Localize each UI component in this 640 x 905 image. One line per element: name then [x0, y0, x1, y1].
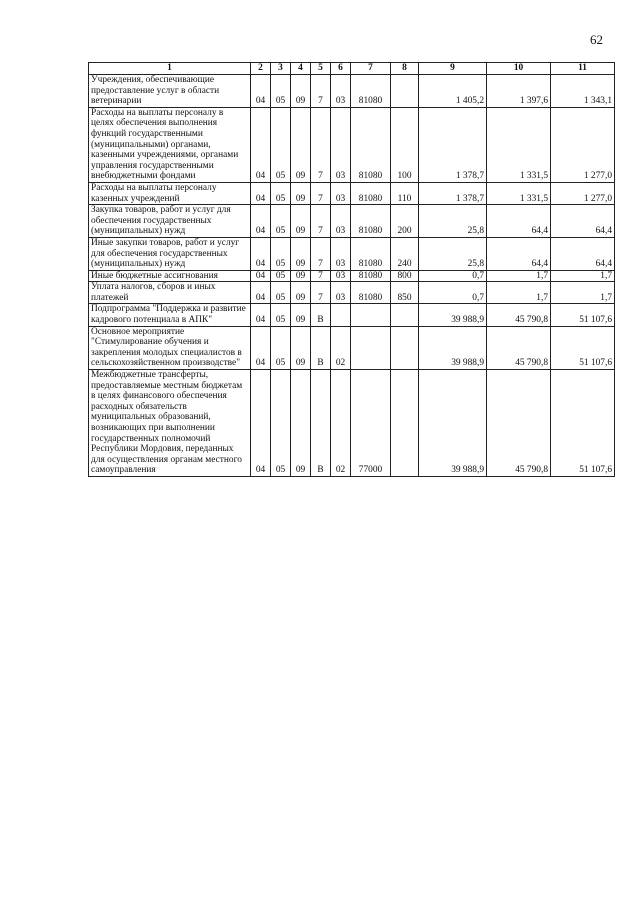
- code-cell: 03: [331, 270, 351, 282]
- amount-cell: 1 277,0: [551, 107, 615, 182]
- code-cell: 77000: [351, 370, 391, 477]
- column-header: 6: [331, 63, 351, 75]
- table-header-row: [89, 63, 615, 75]
- code-cell: [391, 370, 419, 477]
- amount-cell: 51 107,6: [551, 304, 615, 326]
- table-row: [89, 205, 615, 238]
- row-name: Расходы на выплаты персоналу в целях обеспечения выполнения функций государственными (муниципальными) органами, казенными учреждениями, органами управления государственными внебюджетными фондами: [89, 107, 251, 182]
- code-cell: 81080: [351, 282, 391, 304]
- row-name: Межбюджетные трансферты, предоставляемые местным бюджетам в целях финансового обеспечения расходных обязательств муниципальных образований, возникающих при выполнении государственных полномочий Республики Мордовия, переданных для осуществления органам местного самоуправления: [89, 370, 251, 477]
- amount-cell: 39 988,9: [419, 370, 487, 477]
- amount-cell: 51 107,6: [551, 370, 615, 477]
- code-cell: 03: [331, 107, 351, 182]
- code-cell: 05: [271, 326, 291, 369]
- column-header: 8: [391, 63, 419, 75]
- code-cell: 05: [271, 237, 291, 270]
- table-row: [89, 107, 615, 182]
- code-cell: 03: [331, 205, 351, 238]
- code-cell: 7: [311, 237, 331, 270]
- code-cell: 110: [391, 182, 419, 204]
- code-cell: 04: [251, 75, 271, 108]
- code-cell: 04: [251, 282, 271, 304]
- amount-cell: 25,8: [419, 205, 487, 238]
- code-cell: 09: [291, 205, 311, 238]
- code-cell: 09: [291, 270, 311, 282]
- code-cell: 04: [251, 304, 271, 326]
- code-cell: 04: [251, 237, 271, 270]
- code-cell: 09: [291, 107, 311, 182]
- column-header: 1: [89, 63, 251, 75]
- amount-cell: 64,4: [551, 205, 615, 238]
- row-name: Учреждения, обеспечивающие предоставление услуг в области ветеринарии: [89, 75, 251, 108]
- column-header: 9: [419, 63, 487, 75]
- amount-cell: 45 790,8: [487, 304, 551, 326]
- code-cell: 04: [251, 370, 271, 477]
- column-header: 11: [551, 63, 615, 75]
- amount-cell: 1 405,2: [419, 75, 487, 108]
- code-cell: 05: [271, 282, 291, 304]
- row-name: Расходы на выплаты персоналу казенных учреждений: [89, 182, 251, 204]
- amount-cell: 64,4: [551, 237, 615, 270]
- code-cell: [351, 304, 391, 326]
- code-cell: 7: [311, 107, 331, 182]
- code-cell: 09: [291, 282, 311, 304]
- code-cell: 05: [271, 182, 291, 204]
- code-cell: 7: [311, 270, 331, 282]
- amount-cell: 25,8: [419, 237, 487, 270]
- amount-cell: 1,7: [551, 282, 615, 304]
- code-cell: В: [311, 370, 331, 477]
- code-cell: 02: [331, 326, 351, 369]
- row-name: Основное мероприятие "Стимулирование обучения и закрепления молодых специалистов в сельскохозяйственном производстве": [89, 326, 251, 369]
- code-cell: 04: [251, 205, 271, 238]
- code-cell: 09: [291, 237, 311, 270]
- amount-cell: 64,4: [487, 237, 551, 270]
- code-cell: 7: [311, 182, 331, 204]
- code-cell: 81080: [351, 107, 391, 182]
- amount-cell: 45 790,8: [487, 326, 551, 369]
- code-cell: 03: [331, 237, 351, 270]
- code-cell: [351, 326, 391, 369]
- column-header: 3: [271, 63, 291, 75]
- table-body: [89, 75, 615, 477]
- code-cell: 09: [291, 326, 311, 369]
- table-row: [89, 182, 615, 204]
- amount-cell: 1 378,7: [419, 182, 487, 204]
- amount-cell: 1 397,6: [487, 75, 551, 108]
- table-row: [89, 304, 615, 326]
- row-name: Уплата налогов, сборов и иных платежей: [89, 282, 251, 304]
- table-row: [89, 282, 615, 304]
- code-cell: 04: [251, 270, 271, 282]
- code-cell: 03: [331, 282, 351, 304]
- amount-cell: 45 790,8: [487, 370, 551, 477]
- page-number: 62: [590, 32, 603, 47]
- table-row: [89, 237, 615, 270]
- code-cell: 05: [271, 270, 291, 282]
- column-header: 5: [311, 63, 331, 75]
- amount-cell: 1,7: [487, 282, 551, 304]
- code-cell: 81080: [351, 237, 391, 270]
- code-cell: В: [311, 326, 331, 369]
- code-cell: 850: [391, 282, 419, 304]
- amount-cell: 1 343,1: [551, 75, 615, 108]
- code-cell: 240: [391, 237, 419, 270]
- code-cell: 09: [291, 75, 311, 108]
- amount-cell: 64,4: [487, 205, 551, 238]
- code-cell: 03: [331, 182, 351, 204]
- code-cell: 05: [271, 304, 291, 326]
- amount-cell: 1,7: [551, 270, 615, 282]
- amount-cell: 0,7: [419, 270, 487, 282]
- row-name: Подпрограмма "Поддержка и развитие кадрового потенциала в АПК": [89, 304, 251, 326]
- code-cell: 7: [311, 75, 331, 108]
- amount-cell: 1 277,0: [551, 182, 615, 204]
- code-cell: 04: [251, 107, 271, 182]
- column-header: 7: [351, 63, 391, 75]
- code-cell: [391, 75, 419, 108]
- code-cell: 100: [391, 107, 419, 182]
- amount-cell: 39 988,9: [419, 304, 487, 326]
- table-row: [89, 326, 615, 369]
- code-cell: 200: [391, 205, 419, 238]
- code-cell: 7: [311, 205, 331, 238]
- table-row: [89, 370, 615, 477]
- amount-cell: 0,7: [419, 282, 487, 304]
- code-cell: 05: [271, 75, 291, 108]
- code-cell: 05: [271, 370, 291, 477]
- row-name: Иные закупки товаров, работ и услуг для обеспечения государственных (муниципальных) нужд: [89, 237, 251, 270]
- code-cell: 81080: [351, 75, 391, 108]
- code-cell: 09: [291, 370, 311, 477]
- column-header: 4: [291, 63, 311, 75]
- code-cell: 04: [251, 182, 271, 204]
- code-cell: 800: [391, 270, 419, 282]
- code-cell: [391, 304, 419, 326]
- code-cell: 04: [251, 326, 271, 369]
- amount-cell: 1 331,5: [487, 107, 551, 182]
- table-row: [89, 270, 615, 282]
- column-header: 10: [487, 63, 551, 75]
- code-cell: 03: [331, 75, 351, 108]
- code-cell: 05: [271, 205, 291, 238]
- code-cell: 09: [291, 182, 311, 204]
- amount-cell: 1,7: [487, 270, 551, 282]
- code-cell: В: [311, 304, 331, 326]
- budget-table: [88, 62, 615, 477]
- amount-cell: 51 107,6: [551, 326, 615, 369]
- code-cell: [391, 326, 419, 369]
- row-name: Закупка товаров, работ и услуг для обеспечения государственных (муниципальных) нужд: [89, 205, 251, 238]
- row-name: Иные бюджетные ассигнования: [89, 270, 251, 282]
- code-cell: 02: [331, 370, 351, 477]
- amount-cell: 1 378,7: [419, 107, 487, 182]
- amount-cell: 1 331,5: [487, 182, 551, 204]
- column-header: 2: [251, 63, 271, 75]
- code-cell: 09: [291, 304, 311, 326]
- code-cell: 81080: [351, 205, 391, 238]
- code-cell: [331, 304, 351, 326]
- table-row: [89, 75, 615, 108]
- code-cell: 7: [311, 282, 331, 304]
- code-cell: 81080: [351, 182, 391, 204]
- amount-cell: 39 988,9: [419, 326, 487, 369]
- code-cell: 81080: [351, 270, 391, 282]
- code-cell: 05: [271, 107, 291, 182]
